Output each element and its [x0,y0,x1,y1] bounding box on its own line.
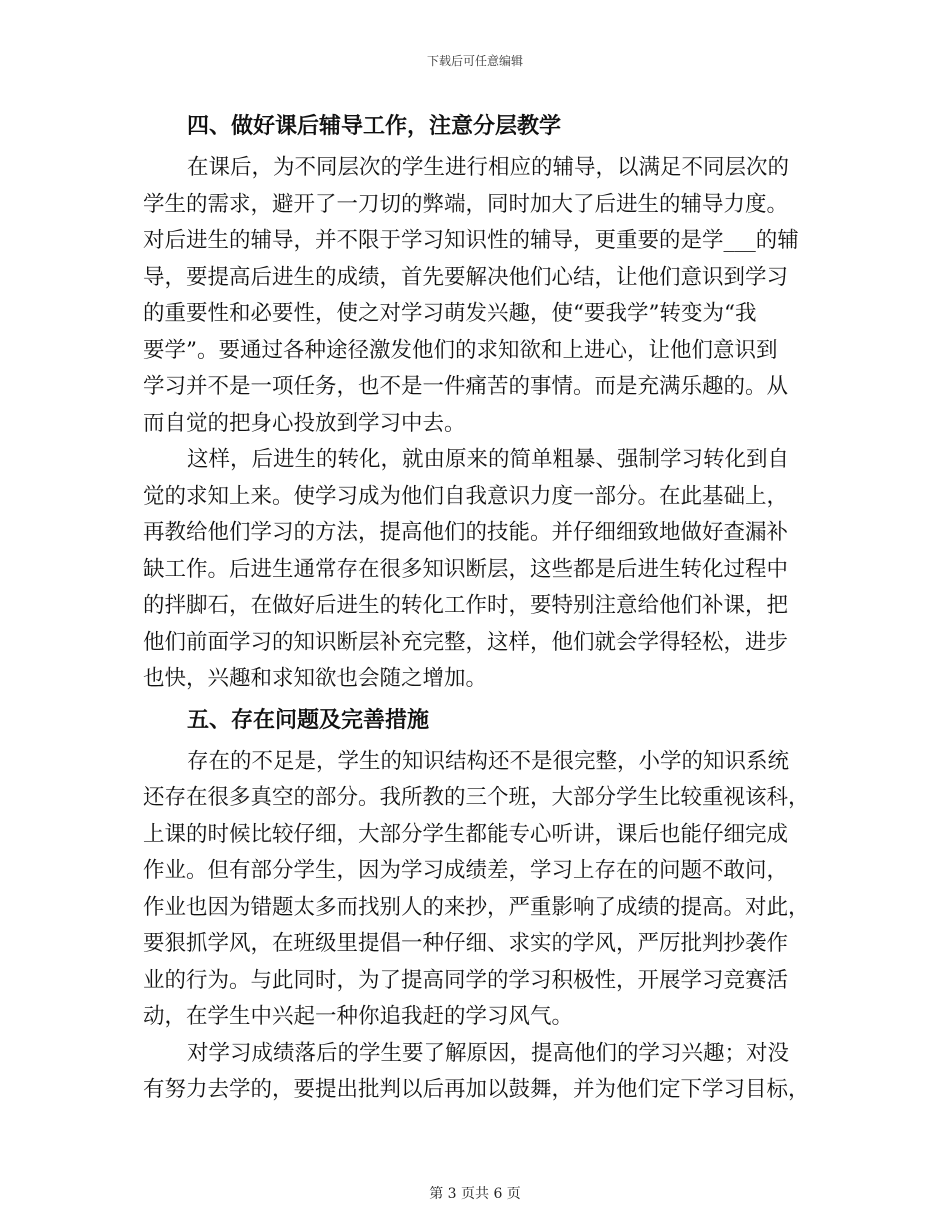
text-line: 缺工作。后进生通常存在很多知识断层，这些都是后进生转化过程中 [143,556,789,582]
paragraph [143,442,808,698]
text-line: 业的行为。与此同时，为了提高同学的学习积极性，开展学习竞赛活 [143,967,789,993]
text-line: 的重要性和必要性，使之对学习萌发兴趣，使“要我学”转变为“我 [143,301,757,326]
text-line: 对后进生的辅导，并不限于学习知识性的辅导，更重要的是学___的辅 [143,228,799,253]
text-line: 学习并不是一项任务，也不是一件痛苦的事情。而是充满乐趣的。从 [143,374,789,399]
text-line: 学生的需求，避开了一刀切的弊端，同时加大了后进生的辅导力度。 [143,191,789,217]
text-line: 这样，后进生的转化，就由原来的简单粗暴、强制学习转化到自 [187,447,790,472]
text-line: 在课后，为不同层次的学生进行相应的辅导，以满足不同层次的 [187,155,790,180]
paragraph [143,1036,808,1109]
text-line: 作业。但有部分学生，因为学习成绩差，学习上存在的问题不敢问， [143,858,789,883]
text-line: 还存在很多真空的部分。我所教的三个班，大部分学生比较重视该科， [143,785,810,810]
text-line: 要学”。要通过各种途径激发他们的求知欲和上进心，让他们意识到 [143,337,778,363]
text-line: 而自觉的把身心投放到学习中去。 [143,410,466,436]
page-header: 下载后可任意编辑 [426,54,523,68]
section-heading-4: 四、做好课后辅导工作，注意分层教学 [187,114,562,139]
text-line: 要狠抓学风，在班级里提倡一种仔细、求实的学风，严厉批判抄袭作 [143,931,789,956]
section-heading-5: 五、存在问题及完善措施 [187,707,430,733]
text-line: 作业也因为错题太多而找别人的来抄，严重影响了成绩的提高。对此， [143,894,810,920]
text-line: 也快，兴趣和求知欲也会随之增加。 [143,666,488,691]
text-line: 的拌脚石，在做好后进生的转化工作时，要特别注意给他们补课，把 [143,593,789,618]
text-line: 再教给他们学习的方法，提高他们的技能。并仔细细致地做好查漏补 [143,520,789,545]
page-footer: 第 3 页共 6 页 [429,1186,521,1202]
text-line: 有努力去学的，要提出批判以后再加以鼓舞，并为他们定下学习目标， [143,1077,810,1102]
text-line: 觉的求知上来。使学习成为他们自我意识力度一部分。在此基础上， [143,483,789,509]
text-line: 他们前面学习的知识断层补充完整，这样，他们就会学得轻松，进步 [143,629,789,655]
paragraph [143,744,808,1036]
text-line: 对学习成绩落后的学生要了解原因，提高他们的学习兴趣；对没 [187,1040,790,1066]
text-line: 上课的时候比较仔细，大部分学生都能专心听讲，课后也能仔细完成 [143,821,789,847]
text-line: 动，在学生中兴起一种你追我赶的学习风气。 [143,1004,574,1029]
document-body [143,104,808,1109]
text-line: 导，要提高后进生的成绩，首先要解决他们心结，让他们意识到学习 [143,264,789,290]
text-line: 存在的不足是，学生的知识结构还不是很完整，小学的知识系统 [187,748,790,774]
paragraph [143,150,808,442]
